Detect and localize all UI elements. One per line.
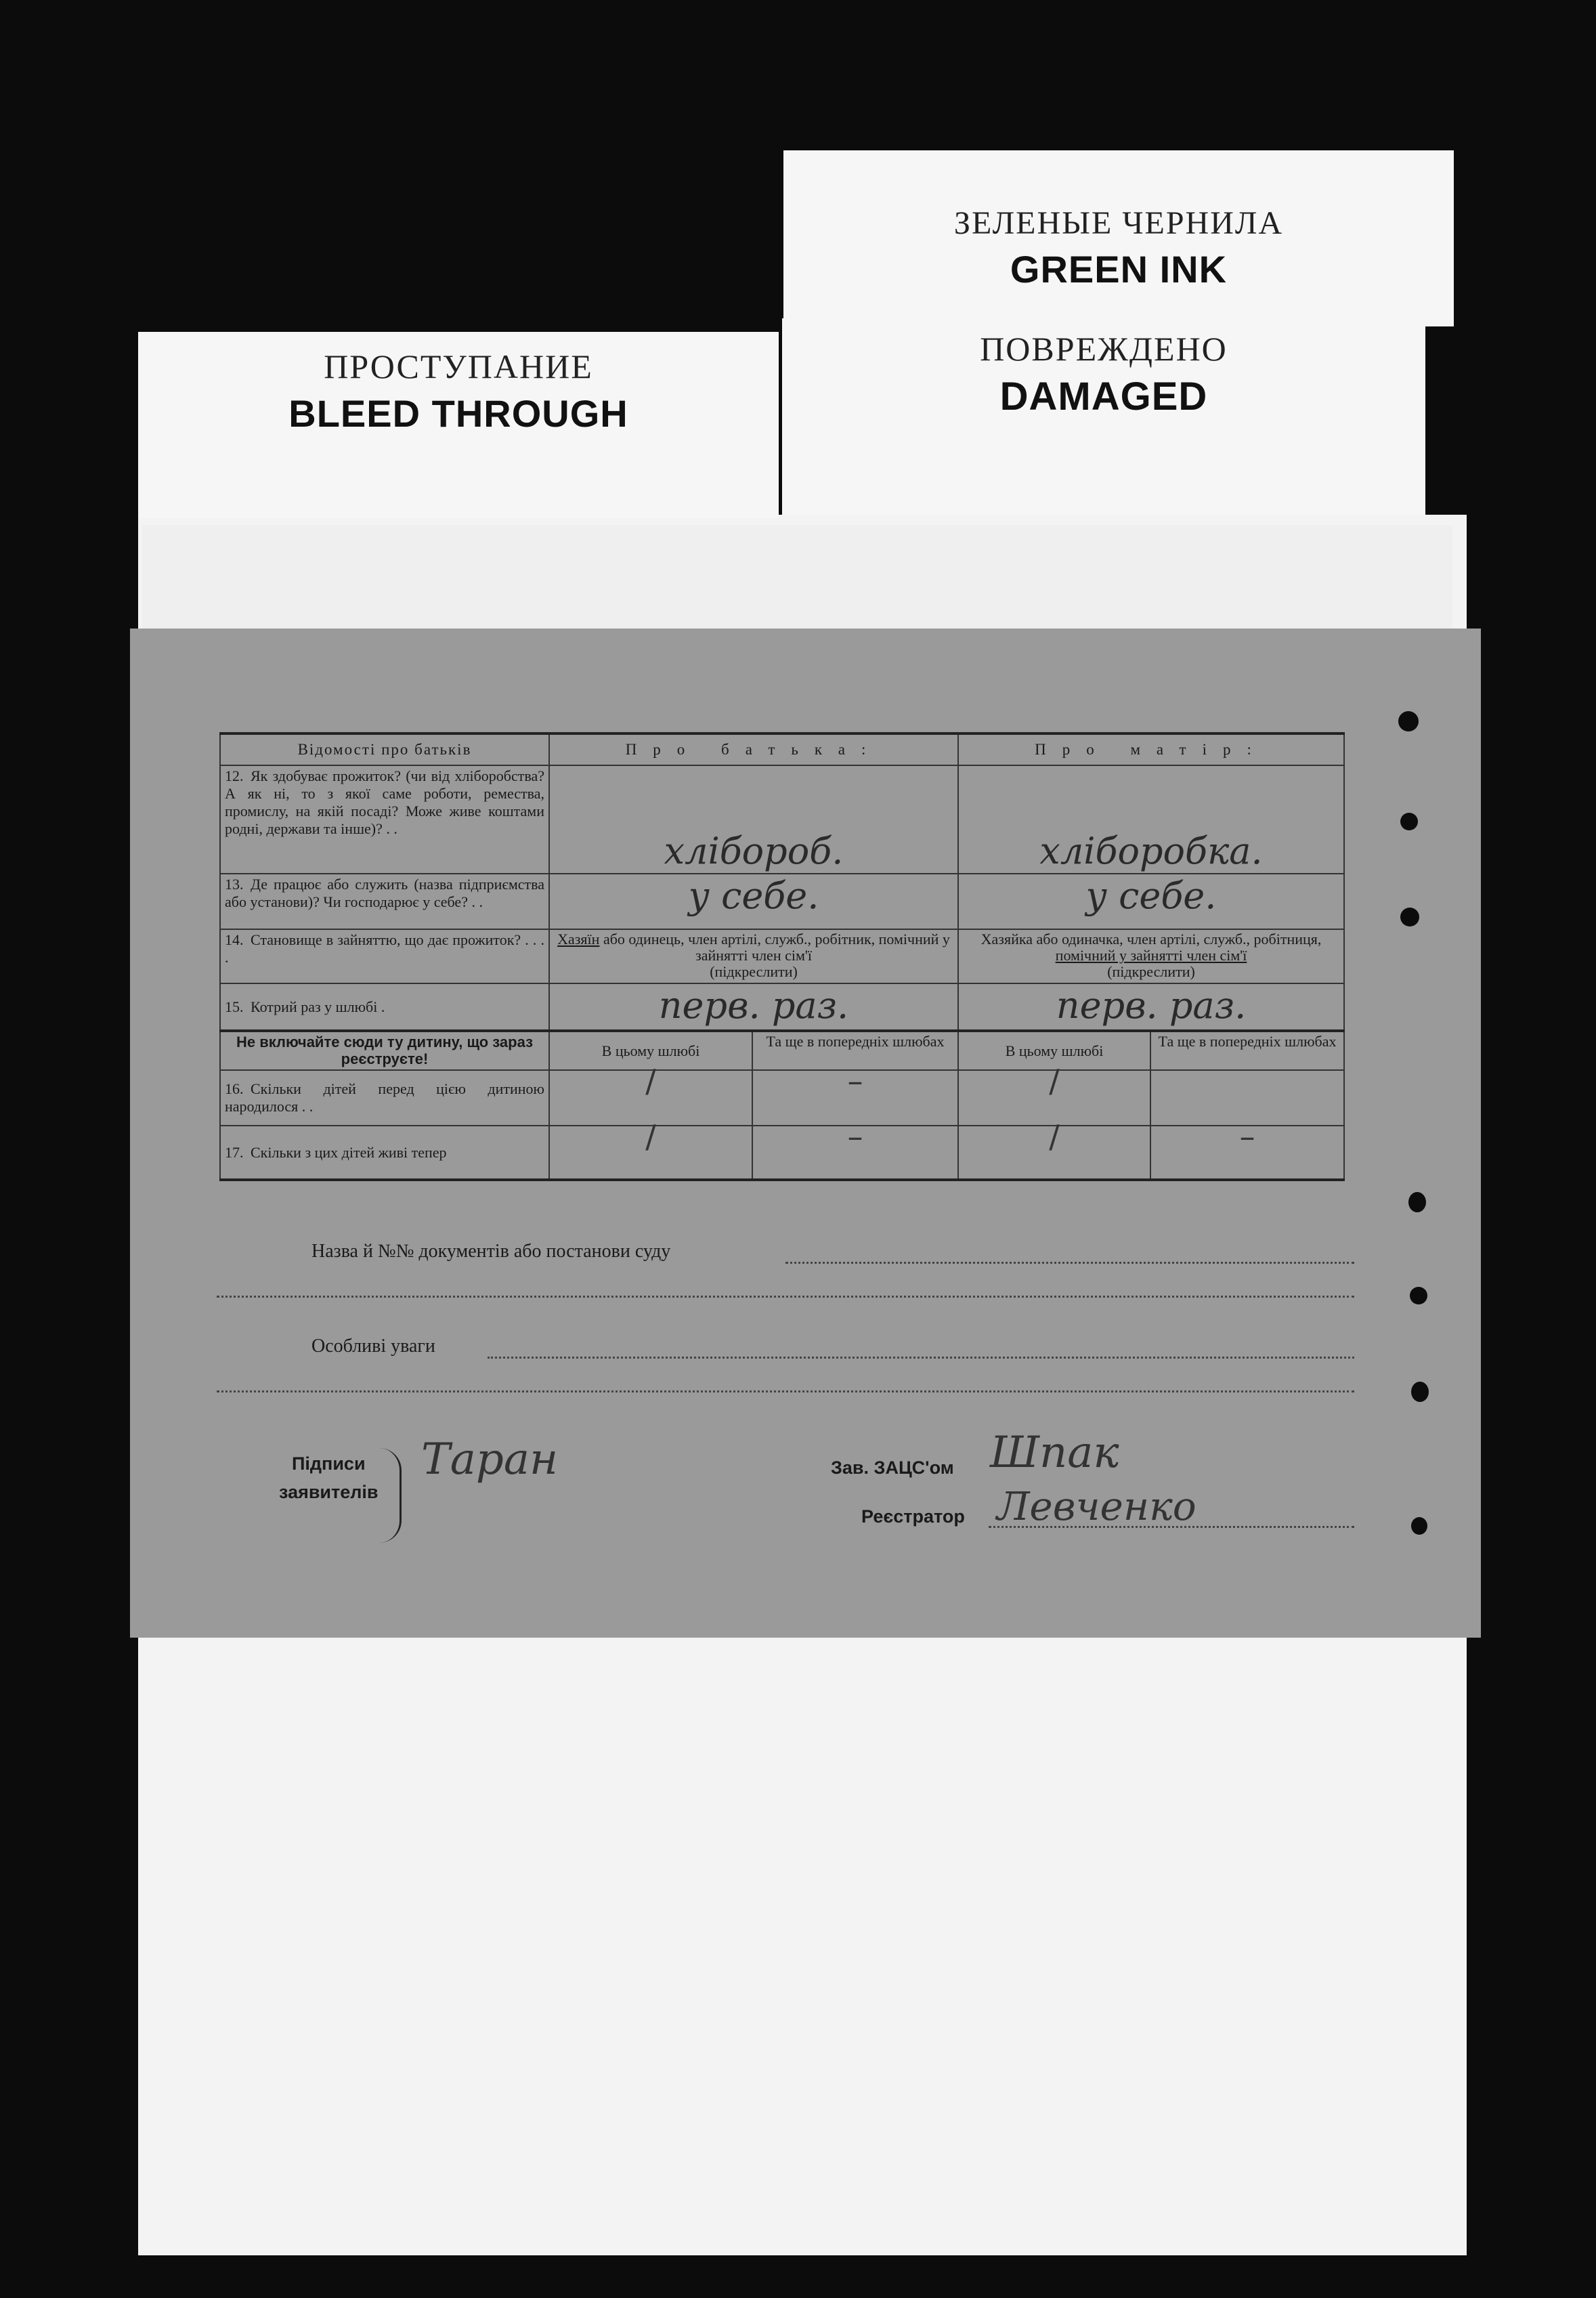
table-row-q16: [220, 1070, 1344, 1126]
green-ink-card: [783, 150, 1454, 326]
birth-record-form: [130, 629, 1481, 1638]
punch-hole: [1400, 908, 1419, 927]
mother-status-selected: помічний у зайнятті член сім'ї: [1055, 947, 1247, 964]
q17-mother-current: /: [958, 1126, 1150, 1180]
father-employment-status: [549, 929, 958, 983]
bleed-through-ru: ПРОСТУПАНИЕ: [324, 347, 593, 385]
applicants-signatures-label: [279, 1449, 379, 1506]
exclude-child-note: Не включайте сюди ту дитину, що зараз реєструєте!: [220, 1031, 549, 1070]
punch-hole: [1410, 1287, 1427, 1304]
table-row-q17: [220, 1126, 1344, 1180]
table-row-q13: [220, 874, 1344, 929]
table-row-q15: [220, 983, 1344, 1031]
head-signature: Шпак: [990, 1428, 1119, 1478]
applicants-brace: [379, 1448, 402, 1543]
q17-father-current: /: [549, 1126, 752, 1180]
father-status-options: або одинець, член артілі, служб., робітник, помічний у зайнятті член сім'ї: [599, 931, 950, 964]
q16-number: 16.: [225, 1080, 244, 1097]
mother-occupation: хліборобка.: [958, 765, 1344, 874]
father-previous-header: Та ще в попередніх шлюбах: [752, 1031, 958, 1070]
documents-line-2: [217, 1285, 1354, 1299]
q16-text: Скільки дітей перед цією дитиною народилося . .: [225, 1080, 544, 1115]
q17-mother-previous: –: [1150, 1126, 1344, 1180]
punch-hole: [1400, 813, 1418, 830]
q16-father-previous: –: [752, 1070, 958, 1126]
q14-number: 14.: [225, 931, 244, 948]
q16-mother-previous: [1150, 1070, 1344, 1126]
green-ink-en: GREEN INK: [1010, 248, 1228, 291]
table-header-row: [220, 733, 1344, 765]
mother-previous-header: Та ще в попередніх шлюбах: [1150, 1031, 1344, 1070]
applicant-signature: Таран: [421, 1434, 559, 1485]
father-marriage-count: перв. раз.: [549, 983, 958, 1031]
table-row-q14: [220, 929, 1344, 983]
mother-status-note: (підкреслити): [1107, 963, 1195, 980]
damaged-ru: ПОВРЕЖДЕНО: [980, 330, 1228, 368]
registrar-signature: Левченко: [997, 1483, 1196, 1529]
registrar-label: Реєстратор: [861, 1506, 965, 1527]
damaged-en: DAMAGED: [999, 375, 1208, 419]
q17-text: Скільки з цих дітей живі тепер: [251, 1143, 447, 1161]
q16-mother-current: /: [958, 1070, 1150, 1126]
header-father: Про батька:: [549, 733, 958, 765]
father-workplace: у себе.: [549, 874, 958, 929]
mother-employment-status: [958, 929, 1344, 983]
zags-head-label: Зав. ЗАЦС'ом: [831, 1457, 954, 1478]
q17-father-previous: –: [752, 1126, 958, 1180]
documents-label: Назва й №№ документів або постанови суду: [311, 1241, 671, 1262]
green-ink-ru: ЗЕЛЕНЫЕ ЧЕРНИЛА: [953, 205, 1284, 241]
bleed-through-en: BLEED THROUGH: [288, 392, 628, 435]
mother-workplace: у себе.: [958, 874, 1344, 929]
remarks-dotted-line-2: [217, 1390, 1354, 1392]
mother-in-marriage-header: В цьому шлюбі: [958, 1031, 1150, 1070]
q13-text: Де працює або служить (назва підприємства або установи)? Чи господарює у себе? . .: [225, 876, 544, 910]
header-parents-info: Відомості про батьків: [220, 733, 549, 765]
punch-hole: [1411, 1517, 1427, 1535]
table-row-note: [220, 1031, 1344, 1070]
q13-number: 13.: [225, 876, 244, 893]
q15-number: 15.: [225, 998, 244, 1015]
parents-info-table: [219, 732, 1345, 1181]
header-mother: Про матір:: [958, 733, 1344, 765]
bleed-through-card: [138, 332, 779, 518]
table-row-q12: [220, 765, 1344, 874]
mother-marriage-count: перв. раз.: [958, 983, 1344, 1031]
applicants-label-line2: заявителів: [279, 1482, 379, 1502]
father-status-selected: Хазяїн: [557, 931, 600, 948]
punch-hole: [1398, 711, 1419, 731]
q16-father-current: /: [549, 1070, 752, 1126]
q12-text: Як здобуває прожиток? (чи від хліборобства? А як ні, то з якої саме роботи, ремества, промислу, на якій посаді? Може живе коштами родні, держави та інше)? . .: [225, 767, 544, 837]
remarks-line: [217, 1333, 1354, 1360]
father-status-note: (підкреслити): [710, 963, 798, 980]
remarks-label: Особливі уваги: [311, 1336, 435, 1357]
documents-dotted-line-2: [217, 1296, 1354, 1298]
damaged-card: [782, 318, 1425, 515]
documents-line: [217, 1238, 1354, 1265]
q17-number: 17.: [225, 1143, 244, 1161]
father-occupation: хлібороб.: [549, 765, 958, 874]
documents-dotted-line: [785, 1262, 1354, 1264]
punch-hole: [1411, 1382, 1429, 1402]
remarks-dotted-line: [488, 1357, 1354, 1359]
q12-number: 12.: [225, 767, 244, 784]
father-in-marriage-header: В цьому шлюбі: [549, 1031, 752, 1070]
mother-status-options: Хазяйка або одиначка, член артілі, служб., робітниця,: [980, 931, 1322, 948]
punch-hole: [1408, 1192, 1426, 1212]
q15-text: Котрий раз у шлюбі .: [251, 998, 385, 1015]
remarks-line-2: [217, 1380, 1354, 1394]
q14-text: Становище в зайняттю, що дає прожиток? . . . .: [225, 931, 544, 966]
applicants-label-line1: Підписи: [291, 1453, 366, 1474]
